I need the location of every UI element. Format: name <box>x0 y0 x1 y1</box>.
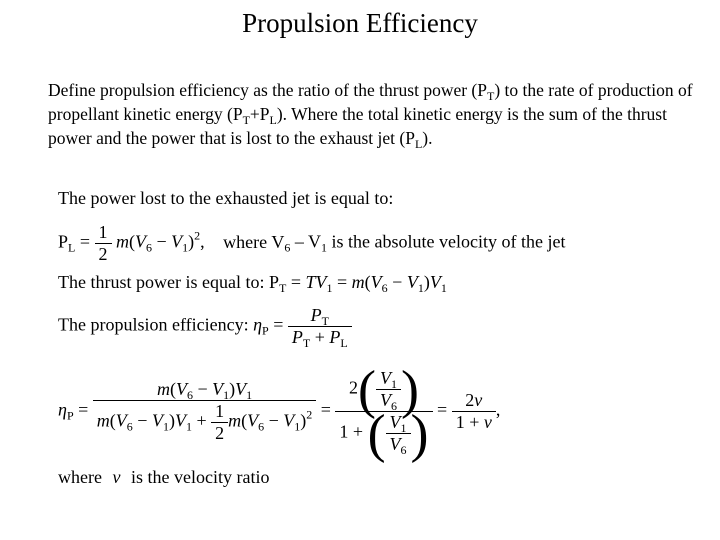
lost-power-equation: $P_L$ = $\frac{1}{2}$ $m(V_6 - V_1)^2$, where $V_6 - V_1$ is the absolute velocity of the jet <box>58 222 566 264</box>
thrust-power-line: The thrust power is equal to: $P_T = TV_1 = m(V_6 - V_1)V_1$ <box>58 272 447 295</box>
intro-paragraph: Define propulsion efficiency as the ratio of the thrust power $(P_T)$ to the rate of production of propellant kinetic energy $(P_T+P_L)$. Where the total kinetic energy is the sum of the thrust power and the power that is lost to the exhaust jet $(P_L)$. <box>48 80 693 151</box>
velocity-ratio-line: where ν is the velocity ratio <box>58 467 270 487</box>
lost-power-heading: The power lost to the exhausted jet is equal to: <box>58 188 394 208</box>
efficiency-derivation: $\eta_P$ = $m(V_6 - V_1)V_1$ $m(V_6 - V_1)V_1$ + $\frac{1}{2}$ $m(V_6 - V_1)^2$ = 2( $\frac{V_1}{V_6}$ ) 1 + ( $\frac{V_1}{V_6}$ ) = $\frac{2\nu}{1 + \nu}$ , <box>58 359 501 464</box>
efficiency-definition: The propulsion efficiency: $\eta_P$ = $\frac{P_T}{P_T + P_L}$ <box>58 305 352 348</box>
slide-title: Propulsion Efficiency <box>242 8 478 38</box>
